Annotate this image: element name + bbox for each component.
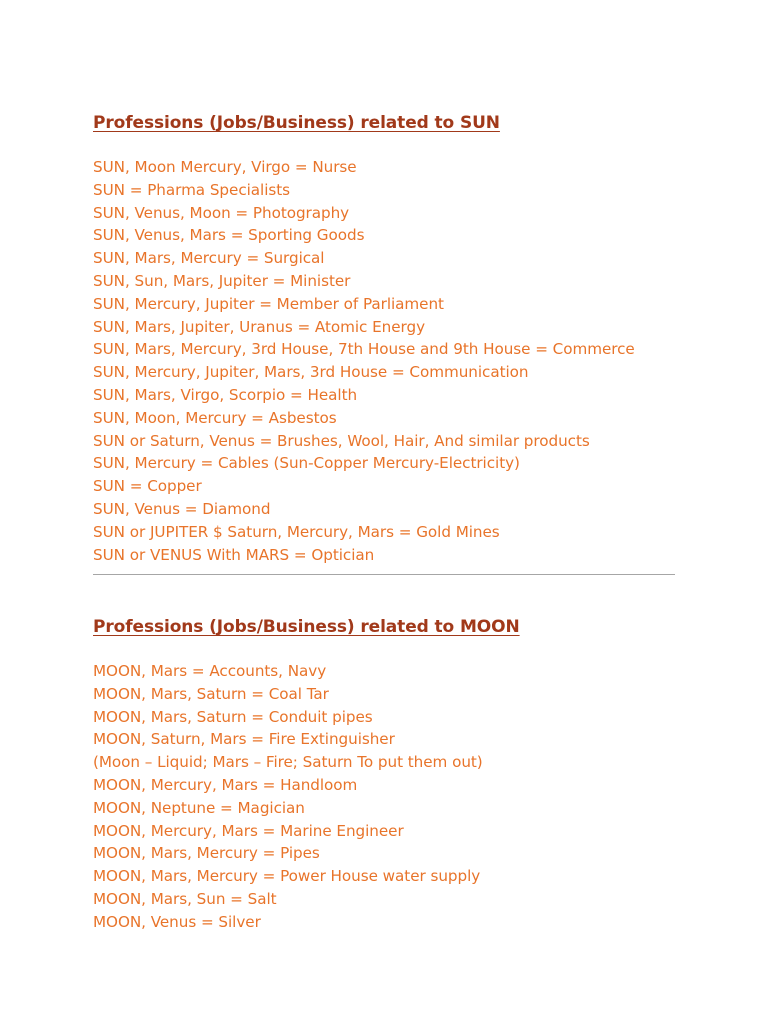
list-item: SUN, Venus, Mars = Sporting Goods xyxy=(93,226,365,245)
section-divider xyxy=(93,574,675,575)
list-item: SUN, Mercury, Jupiter = Member of Parliament xyxy=(93,294,444,313)
list-item: SUN, Venus, Moon = Photography xyxy=(93,203,350,222)
list-item: SUN = Pharma Specialists xyxy=(93,180,291,199)
list-item: SUN = Copper xyxy=(93,477,202,496)
list-item: MOON, Mars, Mercury = Power House water supply xyxy=(93,867,481,886)
list-item: SUN, Mars, Virgo, Scorpio = Health xyxy=(93,385,358,404)
list-item: MOON, Mars, Mercury = Pipes xyxy=(93,844,320,863)
list-item: MOON, Mars, Sun = Salt xyxy=(93,889,277,908)
moon-professions-list xyxy=(93,660,483,934)
section-heading-moon: Professions (Jobs/Business) related to MOON xyxy=(93,617,520,637)
list-item: SUN, Sun, Mars, Jupiter = Minister xyxy=(93,271,351,290)
list-item: SUN, Mars, Jupiter, Uranus = Atomic Energy xyxy=(93,317,426,336)
list-item: SUN, Moon Mercury, Virgo = Nurse xyxy=(93,158,357,176)
list-item: MOON, Mercury, Mars = Marine Engineer xyxy=(93,821,404,840)
list-item: SUN, Mercury, Jupiter, Mars, 3rd House = Communication xyxy=(93,363,529,382)
list-item: MOON, Saturn, Mars = Fire Extinguisher xyxy=(93,730,395,749)
list-item: MOON, Mars, Saturn = Conduit pipes xyxy=(93,707,373,726)
list-item: SUN, Mercury = Cables (Sun-Copper Mercury-Electricity) xyxy=(93,454,520,473)
list-item: (Moon – Liquid; Mars – Fire; Saturn To put them out) xyxy=(93,753,483,772)
section-heading-sun: Professions (Jobs/Business) related to SUN xyxy=(93,113,500,133)
list-item: MOON, Mercury, Mars = Handloom xyxy=(93,775,358,794)
list-item: SUN or VENUS With MARS = Optician xyxy=(93,545,375,564)
list-item: MOON, Neptune = Magician xyxy=(93,798,305,817)
list-item: MOON, Mars = Accounts, Navy xyxy=(93,662,327,680)
list-item: SUN, Mars, Mercury = Surgical xyxy=(93,249,325,268)
list-item: MOON, Mars, Saturn = Coal Tar xyxy=(93,684,329,703)
list-item: SUN, Mars, Mercury, 3rd House, 7th House and 9th House = Commerce xyxy=(93,340,635,359)
sun-professions-list xyxy=(93,156,635,566)
list-item: SUN or JUPITER $ Saturn, Mercury, Mars = Gold Mines xyxy=(93,522,500,541)
list-item: MOON, Venus = Silver xyxy=(93,912,261,931)
list-item: SUN, Venus = Diamond xyxy=(93,499,271,518)
list-item: SUN or Saturn, Venus = Brushes, Wool, Hair, And similar products xyxy=(93,431,590,450)
list-item: SUN, Moon, Mercury = Asbestos xyxy=(93,408,337,427)
